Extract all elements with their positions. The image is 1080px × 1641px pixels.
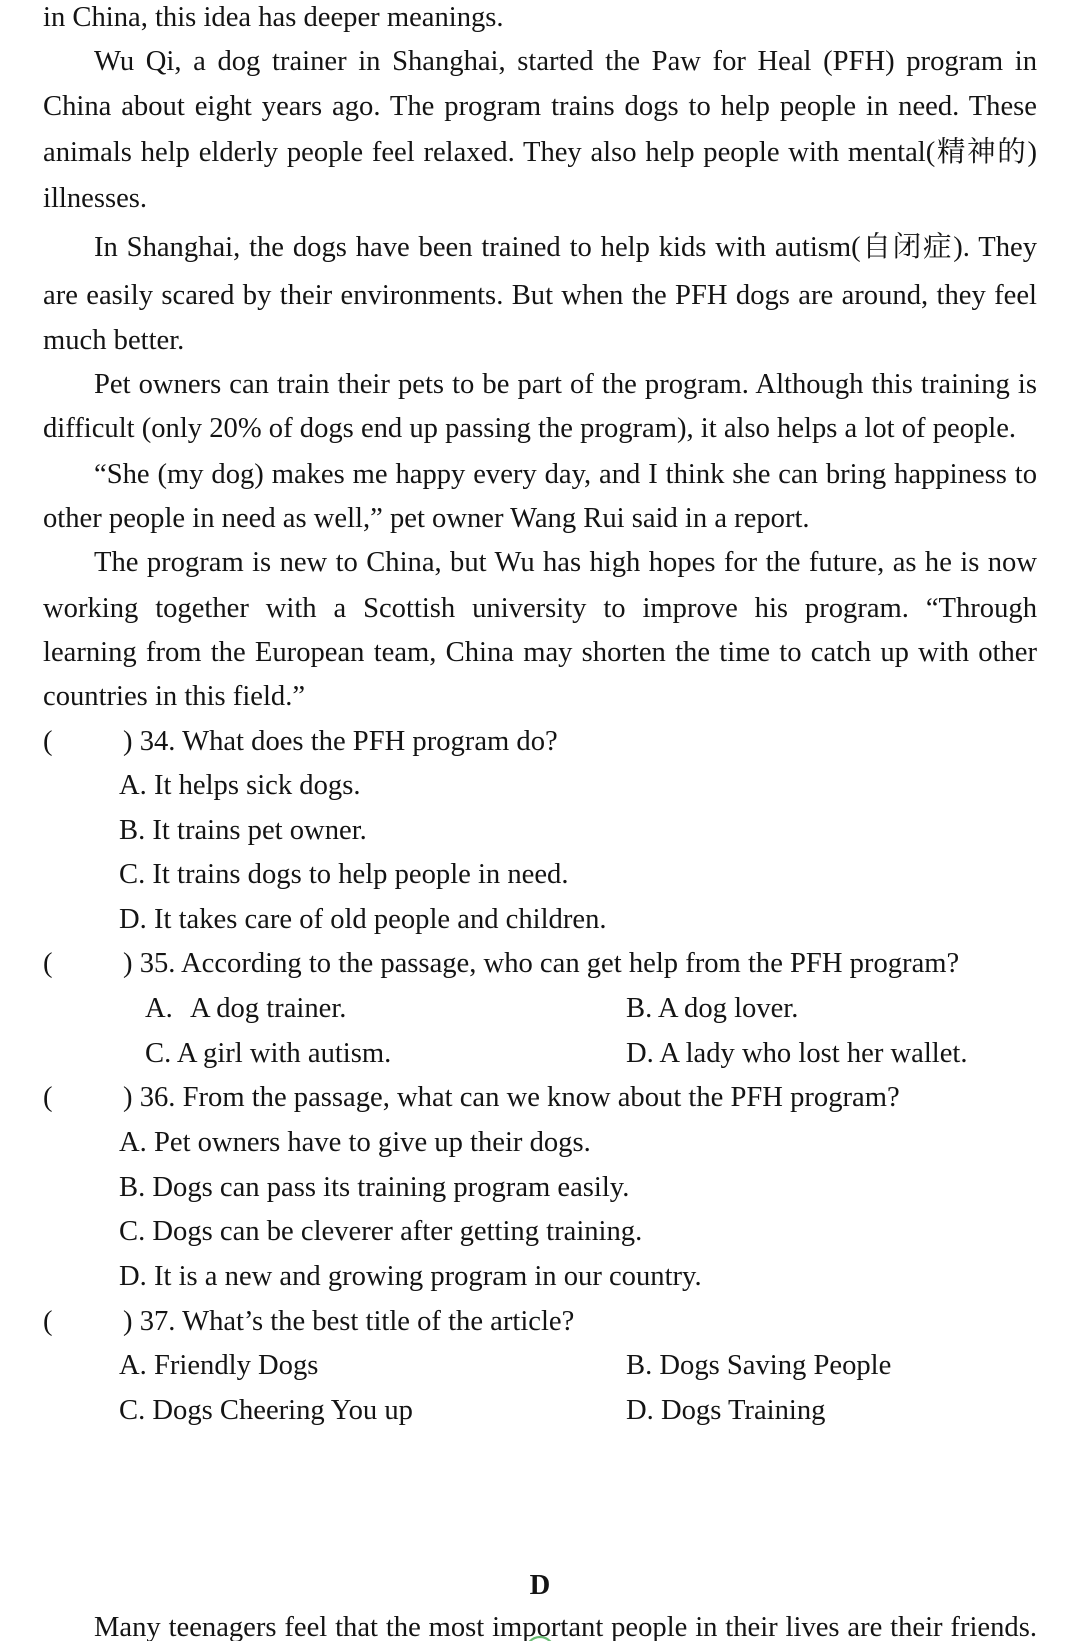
question-34-option-b [119, 813, 367, 849]
question-37-option-c [119, 1393, 413, 1429]
answer-bracket-open: ( [43, 948, 53, 979]
question-36-option-b [119, 1170, 629, 1206]
section-d [0, 1568, 1080, 1641]
question-37-option-b [626, 1348, 891, 1384]
option-letter: C. [119, 1216, 146, 1247]
answer-bracket-close: ) [123, 1082, 133, 1113]
question-35-option-d [626, 1036, 968, 1072]
passage-paragraph-6-line-4: countries in this field.” [43, 681, 306, 712]
option-text: Dogs can pass its training program easily. [152, 1172, 630, 1203]
section-d-paragraph-line-1: Many teenagers feel that the most important people in their lives are their friends. [94, 1612, 1037, 1641]
option-text: Dogs Cheering You up [152, 1395, 413, 1426]
option-text: A girl with autism. [176, 1038, 392, 1069]
option-letter: D. [626, 1038, 654, 1069]
option-letter: B. [119, 815, 146, 846]
option-text: Pet owners have to give up their dogs. [153, 1127, 591, 1158]
option-letter: D. [119, 904, 147, 935]
question-stem-text: What does the PFH program do? [182, 726, 558, 757]
question-35-option-c [145, 1036, 391, 1072]
question-stem-text: According to the passage, who can get help from the PFH program? [181, 948, 960, 979]
passage-paragraph-2-line-4: illnesses. [43, 183, 148, 214]
answer-bracket-open: ( [43, 726, 53, 757]
option-text: Dogs Saving People [659, 1350, 892, 1381]
option-letter: A. [145, 993, 173, 1024]
option-letter: D. [119, 1261, 147, 1292]
passage-paragraph-4-line-2: difficult (only 20% of dogs end up passing the program), it also helps a lot of people. [43, 413, 1017, 444]
passage-paragraph-3-line-2: are easily scared by their environments. But when the PFH dogs are around, they feel [43, 280, 1037, 311]
option-letter: A. [119, 1350, 147, 1381]
answer-bracket-close: ) [123, 948, 133, 979]
option-letter: C. [119, 1395, 146, 1426]
question-34-option-d [119, 902, 607, 938]
option-letter: A. [119, 770, 147, 801]
question-number: 37. [139, 1306, 176, 1337]
question-35 [0, 946, 1080, 1072]
passage-paragraph-2-line-1: Wu Qi, a dog trainer in Shanghai, started the Paw for Heal (PFH) program in [94, 46, 1037, 77]
passage-paragraph-3-line-3: much better. [43, 325, 185, 356]
passage-paragraph-6-line-1: The program is new to China, but Wu has high hopes for the future, as he is now [94, 547, 1037, 578]
option-letter: A. [119, 1127, 147, 1158]
question-number: 36. [139, 1082, 176, 1113]
option-text: It trains pet owner. [152, 815, 367, 846]
question-number: 34. [139, 726, 176, 757]
question-stem-text: What’s the best title of the article? [182, 1306, 575, 1337]
question-36-option-a [119, 1125, 591, 1161]
option-text: It helps sick dogs. [153, 770, 361, 801]
passage-paragraph-3-line-1: In Shanghai, the dogs have been trained to help kids with autism(自闭症). They [94, 232, 1037, 263]
option-text: Friendly Dogs [153, 1350, 319, 1381]
question-36-stem [123, 1080, 900, 1116]
question-36 [0, 1080, 1080, 1295]
passage-paragraph-6-line-2: working together with a Scottish university to improve his program. “Through [43, 593, 1037, 624]
option-text: Dogs Training [660, 1395, 826, 1426]
option-text: A dog trainer. [189, 993, 347, 1024]
question-stem-text: From the passage, what can we know about the PFH program? [182, 1082, 900, 1113]
question-36-option-d [119, 1259, 702, 1295]
question-37-option-d [626, 1393, 825, 1429]
option-letter: B. [119, 1172, 146, 1203]
answer-bracket-close: ) [123, 726, 133, 757]
answer-bracket-close: ) [123, 1306, 133, 1337]
section-d-heading: D [529, 1570, 551, 1601]
passage-paragraph-2-line-3: animals help elderly people feel relaxed. They also help people with mental(精神的) [43, 137, 1037, 168]
passage-paragraph-5-line-2: other people in need as well,” pet owner Wang Rui said in a report. [43, 503, 810, 534]
question-34-option-a [119, 768, 360, 804]
question-37-stem [123, 1304, 574, 1340]
option-text: It takes care of old people and children. [153, 904, 607, 935]
question-37-option-a [119, 1348, 318, 1384]
option-letter: D. [626, 1395, 654, 1426]
question-37 [0, 1304, 1080, 1429]
question-35-option-b [626, 991, 798, 1027]
option-text: A dog lover. [657, 993, 799, 1024]
question-34-stem [123, 724, 558, 760]
option-text: Dogs can be cleverer after getting training. [152, 1216, 643, 1247]
passage-paragraph-6-line-3: learning from the European team, China may shorten the time to catch up with other [43, 637, 1037, 668]
option-letter: C. [119, 859, 146, 890]
option-letter: B. [626, 993, 653, 1024]
question-34 [0, 724, 1080, 938]
passage-paragraph-2-line-2: China about eight years ago. The program trains dogs to help people in need. These [43, 91, 1037, 122]
reading-passage [0, 0, 1080, 715]
question-number: 35. [139, 948, 176, 979]
option-letter: B. [626, 1350, 653, 1381]
answer-bracket-open: ( [43, 1306, 53, 1337]
option-text: It is a new and growing program in our country. [153, 1261, 702, 1292]
option-text: A lady who lost her wallet. [659, 1038, 968, 1069]
passage-paragraph-4-line-1: Pet owners can train their pets to be part of the program. Although this training is [94, 369, 1037, 400]
question-34-option-c [119, 857, 569, 893]
passage-paragraph-1-line-1: in China, this idea has deeper meanings. [43, 2, 504, 33]
answer-bracket-open: ( [43, 1082, 53, 1113]
question-35-option-a [145, 991, 346, 1027]
question-36-option-c [119, 1214, 642, 1250]
question-35-stem [123, 946, 959, 982]
passage-paragraph-5-line-1: “She (my dog) makes me happy every day, and I think she can bring happiness to [94, 459, 1037, 490]
option-text: It trains dogs to help people in need. [152, 859, 569, 890]
option-letter: C. [145, 1038, 172, 1069]
